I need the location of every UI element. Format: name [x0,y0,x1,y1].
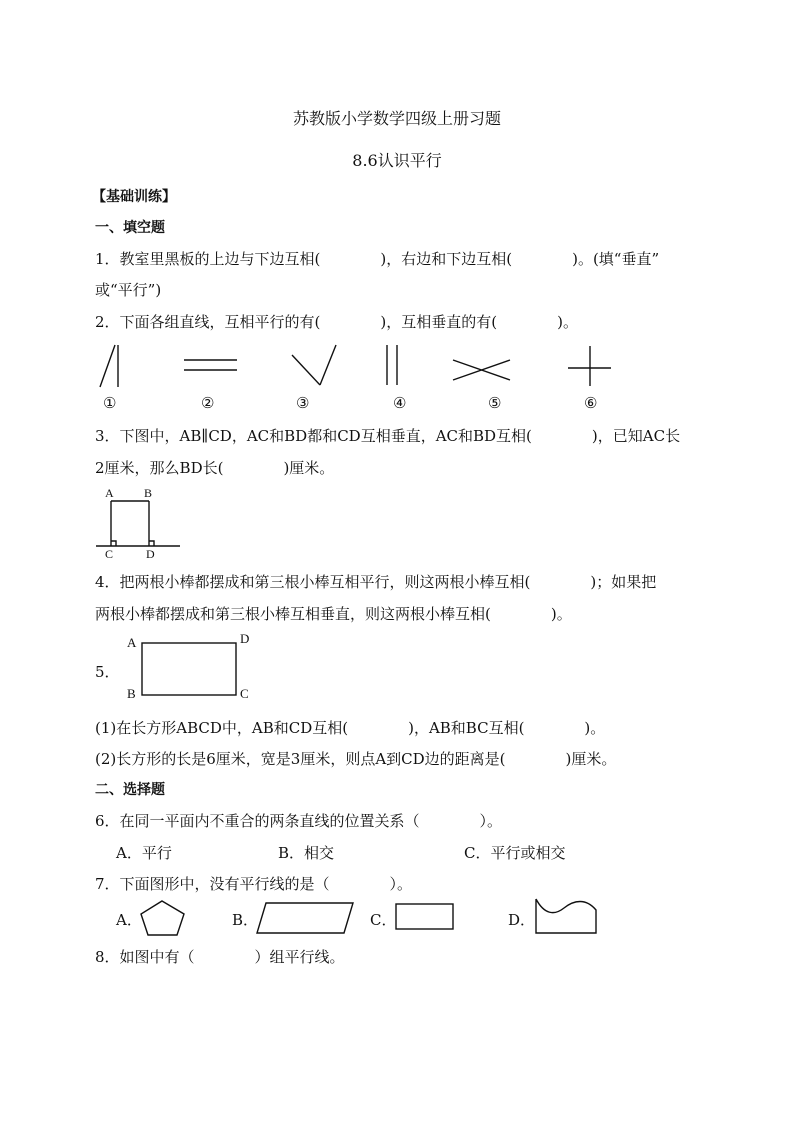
q5-point-b: B [127,686,136,701]
page-title: 苏教版小学数学四级上册习题 [292,109,501,128]
q2-figure-3-lines [290,341,340,391]
q7-pentagon-shape [140,899,190,939]
question-4-line2: 两根小棒都摆成和第三根小棒互相垂直，则这两根小棒互相( )。 [95,605,572,623]
q2-figure-1-lines [95,343,135,393]
question-3-line1: 3．下图中，AB∥CD，AC和BD都和CD互相垂直，AC和BD互相( )，已知AC长 [95,427,681,445]
page-subtitle: 8.6认识平行 [352,151,442,170]
q2-label-1: ① [103,394,117,412]
part1-heading: 一、填空题 [95,220,165,236]
question-2: 2．下面各组直线，互相平行的有( )，互相垂直的有( )。 [95,313,578,331]
question-5-part1: (1)在长方形ABCD中，AB和CD互相( )，AB和BC互相( )。 [95,719,606,737]
q7-option-c: C． [370,911,397,929]
q2-label-2: ② [201,394,215,412]
q7-option-d: D． [508,911,536,929]
q7-curved-top-shape [534,896,604,936]
question-5-part2: (2)长方形的长是6厘米，宽是3厘米，则点A到CD边的距离是( )厘米。 [95,750,617,768]
question-7: 7．下面图形中，没有平行线的是（ ）。 [95,875,413,893]
q5-point-c: C [240,686,249,701]
q2-figure-4-lines [380,343,410,393]
q5-point-a: A [127,635,137,650]
q6-option-c: C．平行或相交 [464,844,566,862]
q5-rectangle-abcd [141,642,241,698]
q5-point-d: D [240,631,250,646]
question-1-line1: 1．教室里黑板的上边与下边互相( )，右边和下边互相( )。(填“垂直” [95,250,660,268]
q3-point-d: D [146,547,155,561]
q2-figure-6-lines [565,344,615,394]
part2-heading: 二、选择题 [95,782,165,798]
q2-label-4: ④ [393,394,407,412]
q7-parallelogram-shape [256,901,356,937]
q7-rectangle-shape [395,903,459,933]
q7-option-b: B． [232,911,259,929]
q2-label-6: ⑥ [584,394,598,412]
question-6: 6．在同一平面内不重合的两条直线的位置关系（ ）。 [95,812,503,830]
q2-figure-5-lines [450,358,520,388]
q2-figure-2-lines [182,356,242,386]
q3-point-c: C [105,547,114,561]
question-5-number: 5． [95,663,120,681]
q7-option-a: A． [116,911,142,929]
section-basic-label: 【基础训练】 [92,189,176,205]
q3-point-a: A [105,486,114,500]
q2-label-3: ③ [296,394,310,412]
question-4-line1: 4．把两根小棒都摆成和第三根小棒互相平行，则这两根小棒互相( )；如果把 [95,573,657,591]
question-1-line2: 或“平行”) [95,281,162,299]
q6-option-b: B．相交 [278,844,335,862]
q3-point-b: B [144,486,153,500]
q6-option-a: A．平行 [116,844,172,862]
q2-label-5: ⑤ [488,394,502,412]
question-3-line2: 2厘米，那么BD长( )厘米。 [95,459,335,477]
question-8: 8．如图中有（ ）组平行线。 [95,948,345,966]
